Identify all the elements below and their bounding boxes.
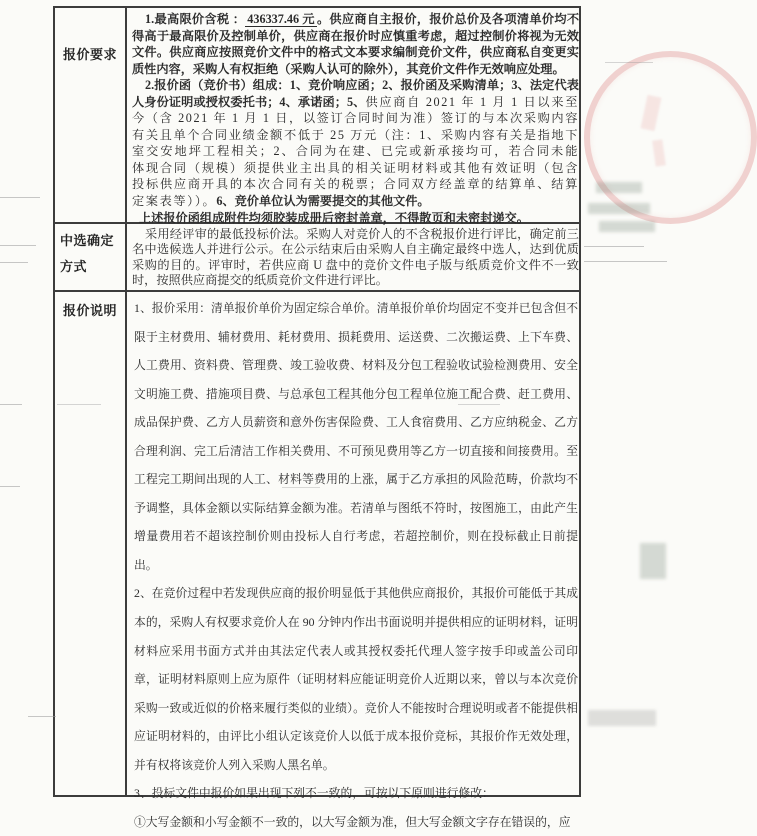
scan-artifact-dash xyxy=(0,197,40,198)
row-label-quotation-requirements: 报价要求 xyxy=(62,47,117,62)
paragraph-bid-letter-composition xyxy=(132,77,579,209)
scan-artifact-dash xyxy=(584,261,667,262)
ghost-text-mark xyxy=(640,543,666,579)
paragraph-unit-price-inclusions: 1、报价采用：清单报价单价为固定综合单价。清单报价单价均固定不变并已包含但不限于主材费用、辅材费用、耗材费用、损耗费用、运送费、二次搬运费、上下车费、人工费用、资料费、管理费、竣工验收费、材料及分包工程验收试验检测费用、安全文明施工费、措施项目费、与总承包工程其他分包工程单位施工配合费、赶工费用、成品保护费、乙方人员薪资和意外伤害保险费、工人食宿费用、乙方应纳税金、乙方合理利润、完工后清洁工作相关费用、不可预见费用等乙方一切直接和间接费用。至工程完工期间出现的人工、材料等费用的上涨，属于乙方承担的风险范畴，价款均不予调整，具体金额以实际结算金额为准。若清单与图纸不符时，按图施工，由此产生增量费用若不超该控制价则由投标人自行考虑，若超控制价，则在投标截止日前提出。 xyxy=(134,301,578,572)
row-label-selection-method: 中选确定方式 xyxy=(60,233,115,274)
cell-quotation-notes xyxy=(134,294,578,829)
row-label-quotation-notes: 报价说明 xyxy=(62,303,117,318)
requirements-table xyxy=(53,6,581,829)
paragraph-selection-method: 采用经评审的最低投标价法。采购人对竞价人的不含税报价进行评比，确定前三名中选候选人并进行公示。在公示结束后由采购人自主确定最终中选人，达到优质采购的目的。评审时，若供应商 U 盘中的竞价文件电子版与纸质竞价文件不一致时，按照供应商提交的纸质竞价文件进行评比。 xyxy=(132,227,579,287)
max-price-value: 436337.46 元 xyxy=(247,12,315,26)
paragraph-max-price xyxy=(132,11,579,77)
scan-artifact-dash xyxy=(0,404,22,405)
paragraph-amount-words-rule: ①大写金额和小写金额不一致的，以大写金额为准，但大写金额文字存在错误的，应 xyxy=(134,814,571,829)
paragraph-binding-requirement: 上述报价函组成附件均须胶装成册后密封盖章，不得散页和未密封递交。 xyxy=(139,210,529,225)
paragraph-inconsistency-rules: 3、投标文件中报价如果出现下列不一致的，可按以下原则进行修改： xyxy=(134,786,494,801)
max-price-rest: 。供应商自主报价，报价总价及各项清单价均不得高于最高限价及控制单价，供应商在报价时应慎重考虑，超过控制价将视为无效文件。供应商应按照竞价文件中的格式文本要求编制竞价文件，供应商私自变更实质性内容，采购人有权拒绝（采购人认可的除外），其竞价文件作无效响应处理。 xyxy=(132,12,580,76)
bid-letter-contract-terms: 供应商自 2021 年 1 月 1 日以来至今（含 2021 年 1 月 1 日，以签订合同时间为准）签订的与本次采购内容有关且单个合同业绩金额不低于 25 万元（注：1、采购内容有关是指地下室交安地坪工程相关；2、合同为在建、已完或新承接均可，若合同未能体现合同（规模）须提供业主出具的相关证明材料或其他有效证明（包含投标供应商开具的本次合同有关的税票；合同双方经盖章的结算单、结算定案表等））。 xyxy=(132,94,580,209)
cell-quotation-requirements xyxy=(132,11,580,225)
bid-letter-other-docs: 6、竞价单位认为需要提交的其他文件。 xyxy=(216,194,430,209)
bid-letter-head: 2.报价函（竞价书）组成：1、竞价响应函；2、报价函及采购清单；3、法定代表人身份证明或授权委托书；4、承诺函；5、 xyxy=(132,78,579,109)
scan-artifact-dash xyxy=(282,487,320,488)
paragraph-below-cost-bid: 2、在竞价过程中若发现供应商的报价明显低于其他供应商报价，其报价可能低于其成本的，采购人有权要求竞价人在 90 分钟内作出书面说明并提供相应的证明材料，证明材料应采用书面方式并由其法定代表人或其授权委托代理人签字按手印或盖公司印章，证明材料原则上应为原件（证明材料应能证明竞价人近期以来，曾以与本次竞价采购一致或近似的价格来履行类似的业绩）。竞价人不能按时合理说明或者不能提供相应证明材料的，由评比小组认定该竞价人以低于成本报价竞标，其报价作无效处理，并有权将该竞价人列入采购人黑名单。 xyxy=(134,586,578,772)
cell-selection-method xyxy=(132,227,579,288)
ghost-text-mark xyxy=(596,182,642,193)
scan-artifact-dash xyxy=(0,262,28,263)
scan-artifact-dash xyxy=(0,486,20,487)
table-column-divider xyxy=(125,8,127,795)
scan-artifact-dash xyxy=(28,716,56,717)
ghost-text-mark xyxy=(588,710,656,726)
scan-artifact-dash xyxy=(605,62,653,63)
scan-artifact-dash xyxy=(57,404,101,405)
ghost-text-mark xyxy=(588,203,650,214)
ghost-text-mark xyxy=(599,221,655,232)
red-seal-arc xyxy=(584,51,757,224)
scan-artifact-dash xyxy=(458,404,500,405)
scan-artifact-dash xyxy=(584,246,644,247)
table-row-divider-2 xyxy=(55,290,579,292)
max-price-prefix: 1.最高限价含税 ： xyxy=(145,12,246,26)
scan-artifact-dash xyxy=(0,245,36,246)
